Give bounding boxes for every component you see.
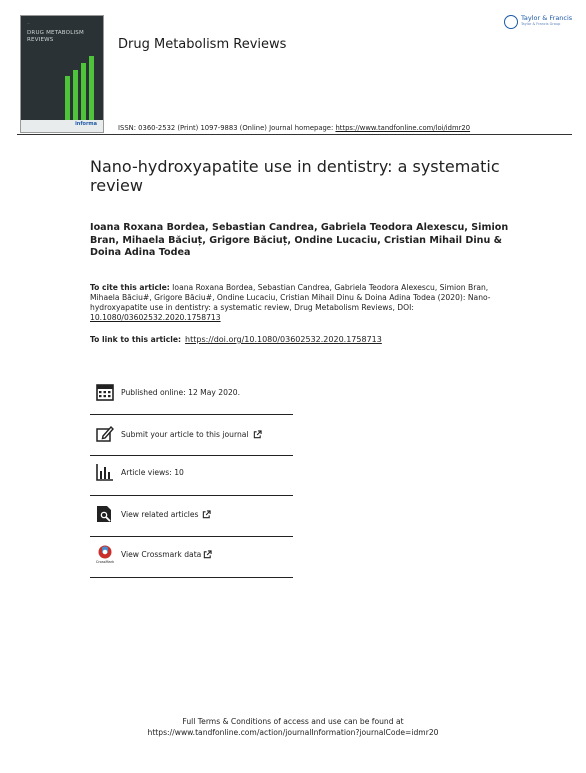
crossmark-icon-label: CrossMark <box>95 559 115 564</box>
header-divider <box>17 134 572 135</box>
citation-block <box>90 283 510 323</box>
calendar-icon <box>95 382 115 402</box>
search-document-icon <box>95 504 115 524</box>
footer-terms-link[interactable]: https://www.tandfonline.com/action/journalInformation?journalCode=idmr20 <box>147 728 439 737</box>
journal-cover-image <box>20 15 104 133</box>
publisher-name: Taylor & Francis <box>521 14 573 22</box>
cover-top-strip: — <box>27 21 30 25</box>
cover-bar <box>89 56 94 124</box>
external-link-icon <box>253 430 262 439</box>
footer-terms: Full Terms & Conditions of access and use can be found at <box>182 717 404 726</box>
related-articles-label[interactable]: View related articles <box>121 509 199 519</box>
journal-homepage-link[interactable]: https://www.tandfonline.com/loi/idmr20 <box>335 124 471 132</box>
issn-line <box>118 124 470 132</box>
cover-bar <box>81 63 86 124</box>
cover-title: DRUG METABOLISM REVIEWS <box>27 30 84 43</box>
link-label: To link to this article: <box>90 335 182 344</box>
article-authors: Ioana Roxana Bordea, Sebastian Candrea, Gabriela Teodora Alexescu, Simion Bran, Mihaela Băciuț, Grigore Băciuț, Ondine Lucaciu, Cristian Mihail Dinu & Doina Adina Todea <box>90 222 509 258</box>
cover-bar <box>65 76 70 124</box>
publisher-logo-icon <box>504 15 518 29</box>
submit-article-row[interactable] <box>90 413 293 455</box>
article-views-row <box>90 451 293 493</box>
published-online-label: Published online: 12 May 2020. <box>121 387 241 397</box>
submit-article-label[interactable]: Submit your article to this journal <box>121 429 249 439</box>
row-divider <box>90 577 293 578</box>
related-articles-row[interactable] <box>90 493 293 535</box>
external-link-icon <box>202 510 211 519</box>
edit-icon <box>95 424 115 444</box>
bar-chart-icon <box>95 462 115 482</box>
publisher-logo <box>504 15 572 29</box>
article-title: Nano-hydroxyapatite use in dentistry: a systematic review <box>90 157 500 195</box>
crossmark-row[interactable] <box>90 533 293 575</box>
article-link-line <box>90 335 382 344</box>
cover-bar <box>73 70 78 124</box>
citation-doi-link[interactable]: 10.1080/03602532.2020.1758713 <box>90 313 221 322</box>
external-link-icon <box>203 550 212 559</box>
crossmark-icon <box>95 542 115 566</box>
article-doi-url[interactable]: https://doi.org/10.1080/03602532.2020.1758713 <box>185 335 382 344</box>
crossmark-label[interactable]: View Crossmark data <box>121 549 202 559</box>
publisher-group: Taylor & Francis Group <box>521 22 561 26</box>
journal-name: Drug Metabolism Reviews <box>118 37 287 52</box>
article-views-label: Article views: 10 <box>121 467 184 477</box>
published-online-row <box>90 371 293 413</box>
citation-label: To cite this article: <box>90 283 170 292</box>
citation-text: Ioana Roxana Bordea, Sebastian Candrea, Gabriela Teodora Alexescu, Simion Bran, Mihaela Băciu#, Grigore Băciu#, Ondine Lucaciu, Cristian Mihail Dinu & Doina Adina Todea (2020): Nano-hydroxyapatite use in dentistry: a systematic review, Drug Metabolism Reviews, DOI: <box>90 283 491 312</box>
issn-text: ISSN: 0360-2532 (Print) 1097-9883 (Online) Journal homepage: <box>118 124 336 132</box>
cover-brand: informa <box>75 121 97 127</box>
